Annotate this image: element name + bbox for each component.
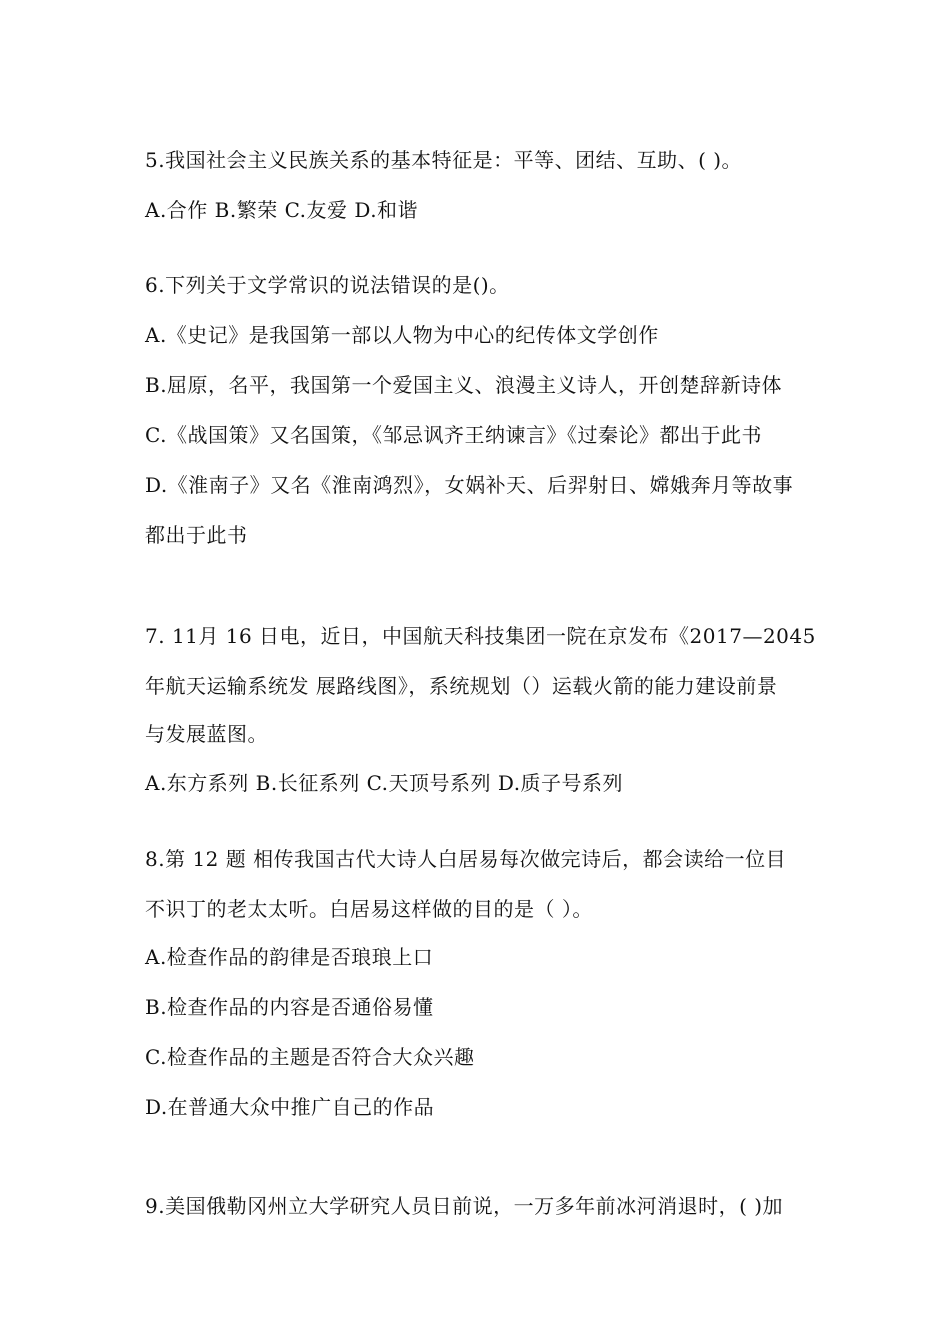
question-7-options: A.东方系列 B.长征系列 C.天顶号系列 D.质子号系列 xyxy=(145,771,624,795)
question-6-option-a: A.《史记》是我国第一部以人物为中心的纪传体文学创作 xyxy=(145,323,659,347)
question-7-stem-line-3: 与发展蓝图。 xyxy=(145,722,268,746)
question-7-stem-line-1: 7. 11月 16 日电，近日，中国航天科技集团一院在京发布《2017—2045 xyxy=(145,624,816,648)
question-6-option-d-continued: 都出于此书 xyxy=(145,523,248,547)
question-8-stem-line-2: 不识丁的老太太听。白居易这样做的目的是（ ）。 xyxy=(145,897,593,921)
question-8-option-b: B.检查作品的内容是否通俗易懂 xyxy=(145,995,434,1019)
question-8-option-d: D.在普通大众中推广自己的作品 xyxy=(145,1095,435,1119)
question-6-stem: 6.下列关于文学常识的说法错误的是()。 xyxy=(145,273,510,297)
question-6-option-b: B.屈原，名平，我国第一个爱国主义、浪漫主义诗人，开创楚辞新诗体 xyxy=(145,373,783,397)
question-8-stem-line-1: 8.第 12 题 相传我国古代大诗人白居易每次做完诗后，都会读给一位目 xyxy=(145,847,787,871)
question-6-option-c: C.《战国策》又名国策，《邹忌讽齐王纳谏言》《过秦论》都出于此书 xyxy=(145,423,762,447)
question-9-stem: 9.美国俄勒冈州立大学研究人员日前说，一万多年前冰河消退时，( )加 xyxy=(145,1194,784,1218)
question-5-options: A.合作 B.繁荣 C.友爱 D.和谐 xyxy=(145,198,419,222)
question-6-option-d: D.《淮南子》又名《淮南鸿烈》，女娲补天、后羿射日、嫦娥奔月等故事 xyxy=(145,473,794,497)
question-8-option-a: A.检查作品的韵律是否琅琅上口 xyxy=(145,945,434,969)
question-8-option-c: C.检查作品的主题是否符合大众兴趣 xyxy=(145,1045,475,1069)
question-5-stem: 5.我国社会主义民族关系的基本特征是：平等、团结、互助、( )。 xyxy=(145,148,743,172)
question-7-stem-line-2: 年航天运输系统发 展路线图》，系统规划（）运载火箭的能力建设前景 xyxy=(145,674,778,698)
